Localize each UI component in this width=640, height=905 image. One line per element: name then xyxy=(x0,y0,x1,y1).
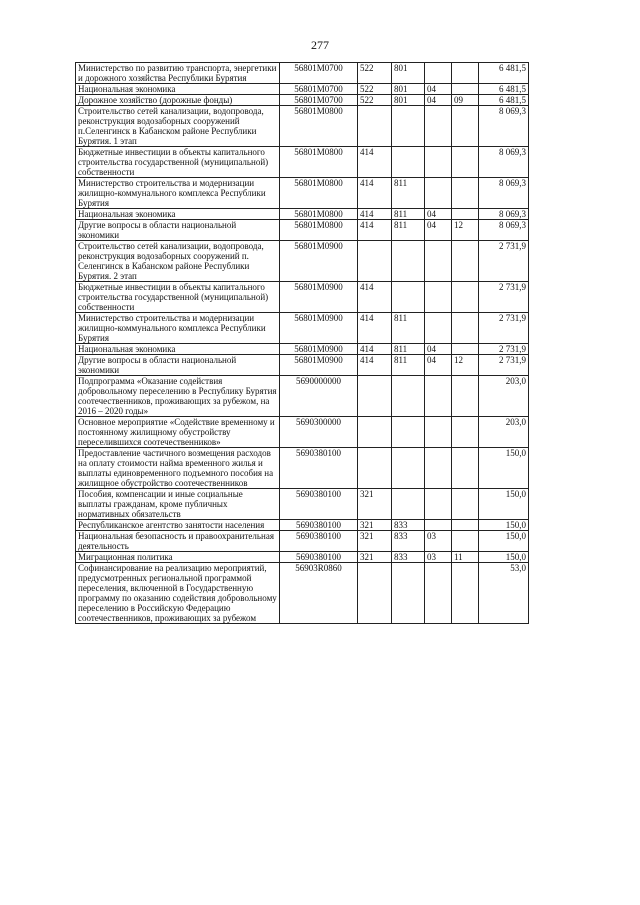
row-expense-type: 414 xyxy=(358,355,392,376)
row-expense-type: 522 xyxy=(358,95,392,106)
row-code: 5690380100 xyxy=(280,531,358,552)
row-name: Предоставление частичного возмещения расходов на оплату стоимости найма временного жилья и выплаты единовременного подъемного пособия на жилищное обустройство соотечественников xyxy=(76,448,280,489)
row-subsection xyxy=(452,106,479,147)
row-amount: 150,0 xyxy=(479,552,529,563)
row-code: 56801M0900 xyxy=(280,282,358,313)
budget-table xyxy=(75,62,529,624)
row-code: 5690300000 xyxy=(280,417,358,448)
row-section: 04 xyxy=(425,220,452,241)
row-subsection xyxy=(452,344,479,355)
table-row xyxy=(76,63,529,84)
row-section xyxy=(425,520,452,531)
row-expense-type xyxy=(358,241,392,282)
row-amount: 203,0 xyxy=(479,376,529,417)
row-code: 5690380100 xyxy=(280,520,358,531)
row-section xyxy=(425,489,452,520)
row-admin-code xyxy=(392,241,425,282)
row-amount: 150,0 xyxy=(479,448,529,489)
row-expense-type: 414 xyxy=(358,178,392,209)
table-row xyxy=(76,95,529,106)
row-section xyxy=(425,147,452,178)
row-name: Строительство сетей канализации, водопровода, реконструкция водозаборных сооружений п. Селенгинск в Кабанском районе Республики Бурятия. 2 этап xyxy=(76,241,280,282)
table-row xyxy=(76,344,529,355)
row-name: Основное мероприятие «Содействие временному и постоянному жилищному обустройству переселившихся соотечественников» xyxy=(76,417,280,448)
row-section: 04 xyxy=(425,84,452,95)
row-section: 04 xyxy=(425,95,452,106)
budget-table-body xyxy=(76,63,529,624)
row-expense-type: 321 xyxy=(358,531,392,552)
row-expense-type: 321 xyxy=(358,552,392,563)
row-subsection xyxy=(452,376,479,417)
row-code: 5690380100 xyxy=(280,489,358,520)
row-subsection: 12 xyxy=(452,220,479,241)
row-name: Национальная экономика xyxy=(76,344,280,355)
row-name: Миграционная политика xyxy=(76,552,280,563)
row-expense-type: 414 xyxy=(358,344,392,355)
row-section xyxy=(425,313,452,344)
row-section: 03 xyxy=(425,531,452,552)
row-admin-code: 811 xyxy=(392,220,425,241)
row-expense-type xyxy=(358,106,392,147)
table-row xyxy=(76,209,529,220)
row-section: 04 xyxy=(425,209,452,220)
row-section xyxy=(425,241,452,282)
row-admin-code: 811 xyxy=(392,209,425,220)
row-admin-code: 811 xyxy=(392,344,425,355)
row-admin-code: 833 xyxy=(392,520,425,531)
row-name: Дорожное хозяйство (дорожные фонды) xyxy=(76,95,280,106)
row-expense-type xyxy=(358,563,392,624)
row-expense-type xyxy=(358,376,392,417)
row-subsection xyxy=(452,520,479,531)
row-section xyxy=(425,178,452,209)
row-code: 56903R0860 xyxy=(280,563,358,624)
table-row xyxy=(76,417,529,448)
row-admin-code xyxy=(392,147,425,178)
row-subsection xyxy=(452,63,479,84)
row-amount: 203,0 xyxy=(479,417,529,448)
row-admin-code xyxy=(392,282,425,313)
row-admin-code xyxy=(392,417,425,448)
table-row xyxy=(76,147,529,178)
row-code: 5690380100 xyxy=(280,448,358,489)
row-admin-code xyxy=(392,489,425,520)
table-row xyxy=(76,241,529,282)
row-subsection xyxy=(452,282,479,313)
row-section: 04 xyxy=(425,355,452,376)
row-amount: 2 731,9 xyxy=(479,355,529,376)
row-section: 03 xyxy=(425,552,452,563)
row-expense-type: 522 xyxy=(358,84,392,95)
row-section xyxy=(425,448,452,489)
row-amount: 8 069,3 xyxy=(479,178,529,209)
row-name: Бюджетные инвестиции в объекты капитального строительства государственной (муниципальной) собственности xyxy=(76,282,280,313)
row-code: 5690000000 xyxy=(280,376,358,417)
table-row xyxy=(76,106,529,147)
row-subsection: 12 xyxy=(452,355,479,376)
row-name: Другие вопросы в области национальной экономики xyxy=(76,355,280,376)
row-name: Другие вопросы в области национальной экономики xyxy=(76,220,280,241)
table-row xyxy=(76,531,529,552)
row-subsection: 11 xyxy=(452,552,479,563)
row-expense-type xyxy=(358,448,392,489)
row-expense-type: 414 xyxy=(358,220,392,241)
row-subsection xyxy=(452,417,479,448)
table-row xyxy=(76,355,529,376)
row-expense-type: 522 xyxy=(358,63,392,84)
table-row xyxy=(76,376,529,417)
row-amount: 53,0 xyxy=(479,563,529,624)
row-subsection xyxy=(452,84,479,95)
row-amount: 2 731,9 xyxy=(479,344,529,355)
row-expense-type: 414 xyxy=(358,209,392,220)
row-subsection xyxy=(452,563,479,624)
row-subsection xyxy=(452,313,479,344)
row-section xyxy=(425,376,452,417)
table-row xyxy=(76,220,529,241)
row-section xyxy=(425,563,452,624)
row-amount: 2 731,9 xyxy=(479,241,529,282)
row-code: 56801M0900 xyxy=(280,313,358,344)
row-subsection xyxy=(452,448,479,489)
row-expense-type: 414 xyxy=(358,147,392,178)
row-admin-code xyxy=(392,376,425,417)
row-admin-code xyxy=(392,448,425,489)
table-row xyxy=(76,282,529,313)
table-row xyxy=(76,313,529,344)
row-name: Министерство по развитию транспорта, энергетики и дорожного хозяйства Республики Бурятия xyxy=(76,63,280,84)
page-number: 277 xyxy=(311,38,329,52)
row-admin-code xyxy=(392,106,425,147)
row-expense-type: 321 xyxy=(358,520,392,531)
row-section xyxy=(425,417,452,448)
row-section xyxy=(425,282,452,313)
row-code: 56801M0900 xyxy=(280,344,358,355)
row-code: 56801M0800 xyxy=(280,209,358,220)
row-subsection xyxy=(452,241,479,282)
row-admin-code: 801 xyxy=(392,84,425,95)
row-subsection: 09 xyxy=(452,95,479,106)
row-amount: 6 481,5 xyxy=(479,84,529,95)
row-admin-code: 811 xyxy=(392,313,425,344)
row-section xyxy=(425,106,452,147)
row-amount: 2 731,9 xyxy=(479,282,529,313)
table-row xyxy=(76,448,529,489)
row-code: 56801M0800 xyxy=(280,147,358,178)
row-expense-type: 414 xyxy=(358,282,392,313)
row-name: Министерство строительства и модернизации жилищно-коммунального комплекса Республики Бурятия xyxy=(76,178,280,209)
row-amount: 6 481,5 xyxy=(479,63,529,84)
row-code: 56801M0700 xyxy=(280,95,358,106)
row-admin-code: 801 xyxy=(392,95,425,106)
row-admin-code: 811 xyxy=(392,178,425,209)
row-code: 56801M0900 xyxy=(280,355,358,376)
row-section xyxy=(425,63,452,84)
row-admin-code: 801 xyxy=(392,63,425,84)
row-section: 04 xyxy=(425,344,452,355)
row-name: Министерство строительства и модернизации жилищно-коммунального комплекса Республики Бурятия xyxy=(76,313,280,344)
row-name: Национальная экономика xyxy=(76,84,280,95)
row-expense-type xyxy=(358,417,392,448)
row-admin-code: 833 xyxy=(392,552,425,563)
row-name: Подпрограмма «Оказание содействия добровольному переселению в Республику Бурятия соотечественников, проживающих за рубежом, на 2016 – 2020 годы» xyxy=(76,376,280,417)
row-name: Пособия, компенсации и иные социальные выплаты гражданам, кроме публичных нормативных обязательств xyxy=(76,489,280,520)
row-name: Национальная экономика xyxy=(76,209,280,220)
row-amount: 8 069,3 xyxy=(479,147,529,178)
row-code: 5690380100 xyxy=(280,552,358,563)
row-code: 56801M0900 xyxy=(280,241,358,282)
row-name: Национальная безопасность и правоохранительная деятельность xyxy=(76,531,280,552)
row-amount: 150,0 xyxy=(479,489,529,520)
row-name: Софинансирование на реализацию мероприятий, предусмотренных региональной программой переселения, включенной в Государственную программу по оказанию содействия добровольному переселению в Российскую Федерацию соотечественников, проживающих за рубежом xyxy=(76,563,280,624)
row-name: Республиканское агентство занятости населения xyxy=(76,520,280,531)
row-code: 56801M0700 xyxy=(280,84,358,95)
table-row xyxy=(76,178,529,209)
row-admin-code: 833 xyxy=(392,531,425,552)
row-subsection xyxy=(452,178,479,209)
table-row xyxy=(76,84,529,95)
table-row xyxy=(76,489,529,520)
row-subsection xyxy=(452,489,479,520)
row-amount: 2 731,9 xyxy=(479,313,529,344)
row-subsection xyxy=(452,209,479,220)
row-admin-code: 811 xyxy=(392,355,425,376)
row-amount: 8 069,3 xyxy=(479,106,529,147)
row-name: Бюджетные инвестиции в объекты капитального строительства государственной (муниципальной) собственности xyxy=(76,147,280,178)
row-amount: 150,0 xyxy=(479,531,529,552)
row-expense-type: 414 xyxy=(358,313,392,344)
row-amount: 6 481,5 xyxy=(479,95,529,106)
row-admin-code xyxy=(392,563,425,624)
row-subsection xyxy=(452,147,479,178)
row-code: 56801M0800 xyxy=(280,106,358,147)
table-row xyxy=(76,552,529,563)
row-code: 56801M0700 xyxy=(280,63,358,84)
table-row xyxy=(76,520,529,531)
table-row xyxy=(76,563,529,624)
row-amount: 150,0 xyxy=(479,520,529,531)
row-amount: 8 069,3 xyxy=(479,220,529,241)
row-amount: 8 069,3 xyxy=(479,209,529,220)
row-expense-type: 321 xyxy=(358,489,392,520)
row-subsection xyxy=(452,531,479,552)
row-code: 56801M0800 xyxy=(280,220,358,241)
row-name: Строительство сетей канализации, водопровода, реконструкция водозаборных сооружений п.Селенгинск в Кабанском районе Республики Бурятия. 1 этап xyxy=(76,106,280,147)
row-code: 56801M0800 xyxy=(280,178,358,209)
